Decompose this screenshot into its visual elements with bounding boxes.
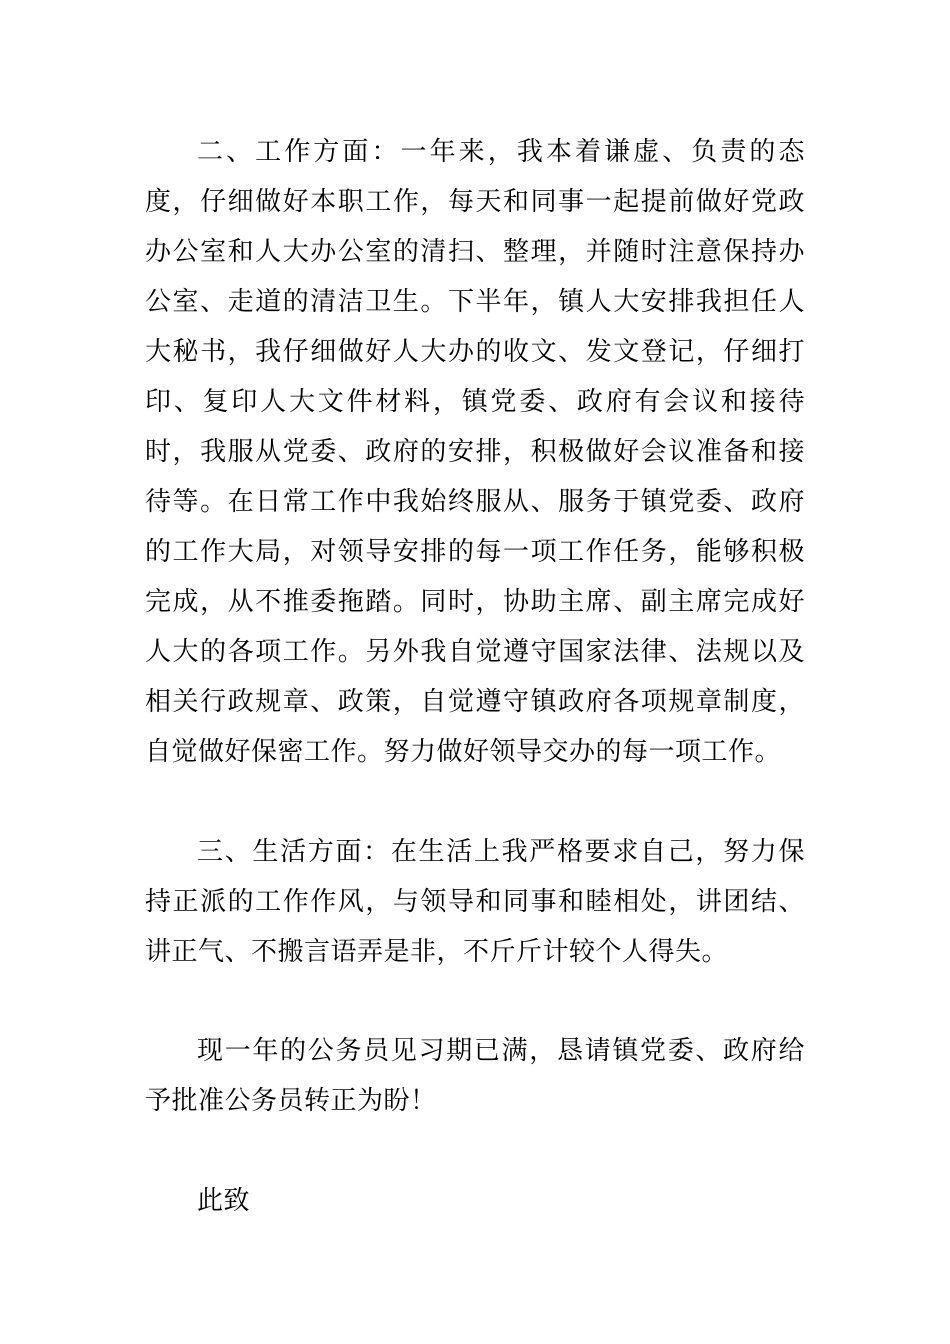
closing-salutation: 此致 [197, 1186, 251, 1216]
paragraph-work: 二、工作方面：一年来，我本着谦虚、负责的态度，仔细做好本职工作，每天和同事一起提前做好党政办公室和人大办公室的清扫、整理，并随时注意保持办公室、走道的清洁卫生。下半年，镇人大安排我担任人大秘书，我仔细做好人大办的收文、发文登记，仔细打印、复印人大文件材料，镇党委、政府有会议和接待时，我服从党委、政府的安排，积极做好会议准备和接待等。在日常工作中我始终服从、服务于镇党委、政府的工作大局，对领导安排的每一项工作任务，能够积极完成，从不推委拖踏。同时，协助主席、副主席完成好人大的各项工作。另外我自觉遵守国家法律、法规以及相关行政规章、政策，自觉遵守镇政府各项规章制度，自觉做好保密工作。努力做好领导交办的每一项工作。 [145, 137, 805, 767]
document-page [145, 127, 805, 1226]
paragraph-life: 三、生活方面：在生活上我严格要求自己，努力保持正派的工作作风，与领导和同事和睦相处，讲团结、讲正气、不搬言语弄是非，不斤斤计较个人得失。 [145, 837, 805, 967]
paragraph-request: 现一年的公务员见习期已满，恳请镇党委、政府给予批准公务员转正为盼！ [145, 1036, 805, 1116]
